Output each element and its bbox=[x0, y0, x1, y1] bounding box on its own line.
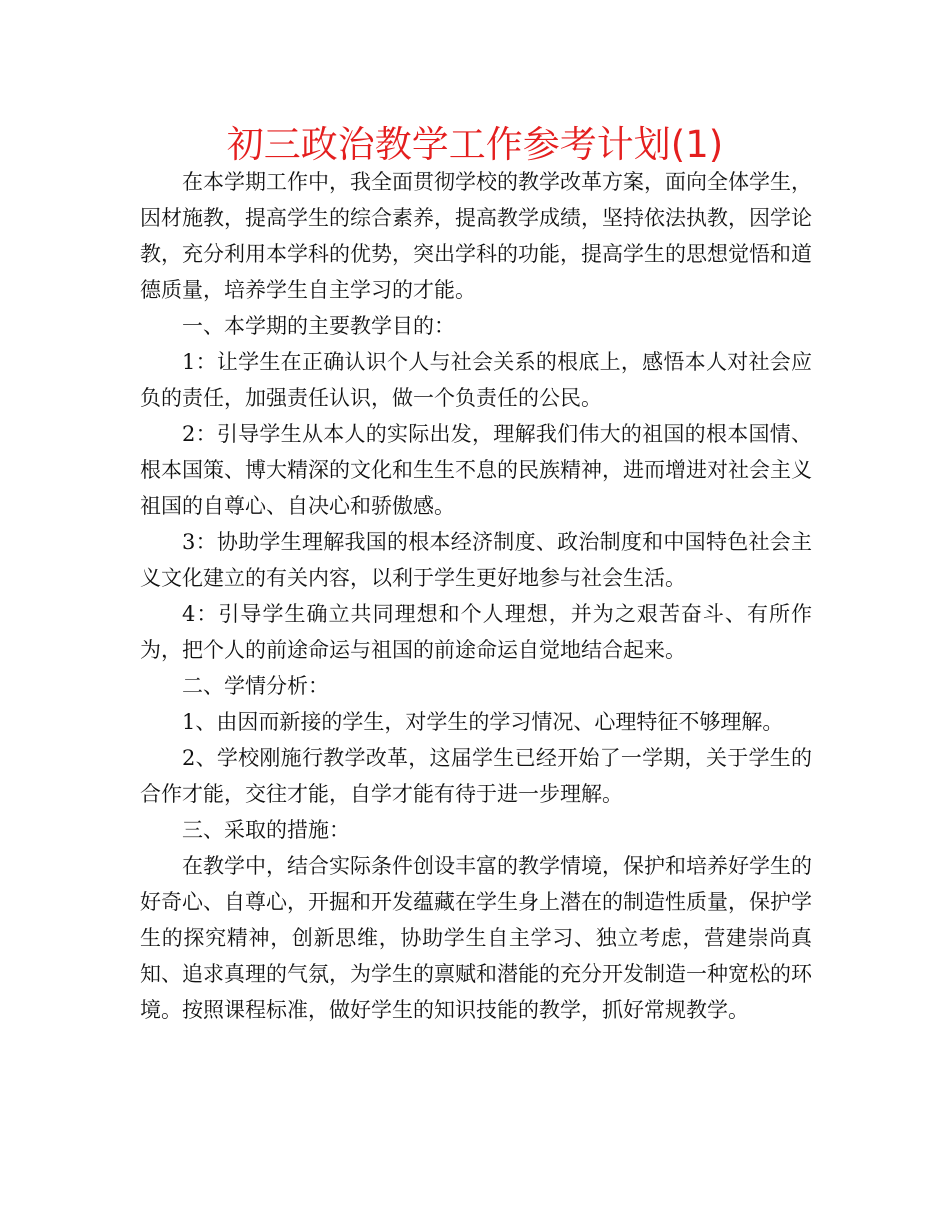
section-heading-goals: 一、本学期的主要教学目的： bbox=[182, 314, 455, 338]
goal-item-4: 4：引导学生确立共同理想和个人理想，并为之艰苦奋斗、有所作为，把个人的前途命运与祖国的前途命运自觉地结合起来。 bbox=[140, 602, 812, 662]
measures-paragraph: 在教学中，结合实际条件创设丰富的教学情境，保护和培养好学生的好奇心、自尊心，开掘和开发蕴藏在学生身上潜在的制造性质量，保护学生的探究精神，创新思维，协助学生自主学习、独立考虑，营建崇尚真知、追求真理的气氛，为学生的禀赋和潜能的充分开发制造一种宽松的环境。按照课程标准，做好学生的知识技能的教学，抓好常规教学。 bbox=[140, 854, 812, 1022]
analysis-item-2: 2、学校刚施行教学改革，这届学生已经开始了一学期，关于学生的合作才能，交往才能，自学才能有待于进一步理解。 bbox=[140, 746, 812, 806]
goal-item-1: 1：让学生在正确认识个人与社会关系的根底上，感悟本人对社会应负的责任，加强责任认识，做一个负责任的公民。 bbox=[140, 350, 812, 410]
goal-item-3: 3：协助学生理解我国的根本经济制度、政治制度和中国特色社会主义文化建立的有关内容，以利于学生更好地参与社会生活。 bbox=[140, 530, 812, 590]
document-title: 初三政治教学工作参考计划(1) bbox=[226, 123, 724, 166]
goal-item-2: 2：引导学生从本人的实际出发，理解我们伟大的祖国的根本国情、根本国策、博大精深的文化和生生不息的民族精神，进而增进对社会主义祖国的自尊心、自决心和骄傲感。 bbox=[140, 422, 812, 518]
section-heading-analysis: 二、学情分析： bbox=[182, 674, 329, 698]
section-heading-measures: 三、采取的措施： bbox=[182, 818, 350, 842]
intro-paragraph: 在本学期工作中，我全面贯彻学校的教学改革方案，面向全体学生，因材施教，提高学生的综合素养，提高教学成绩，坚持依法执教，因学论教，充分利用本学科的优势，突出学科的功能，提高学生的思想觉悟和道德质量，培养学生自主学习的才能。 bbox=[140, 170, 812, 302]
document-body bbox=[140, 164, 812, 1028]
analysis-item-1: 1、由因而新接的学生，对学生的学习情况、心理特征不够理解。 bbox=[182, 710, 784, 734]
